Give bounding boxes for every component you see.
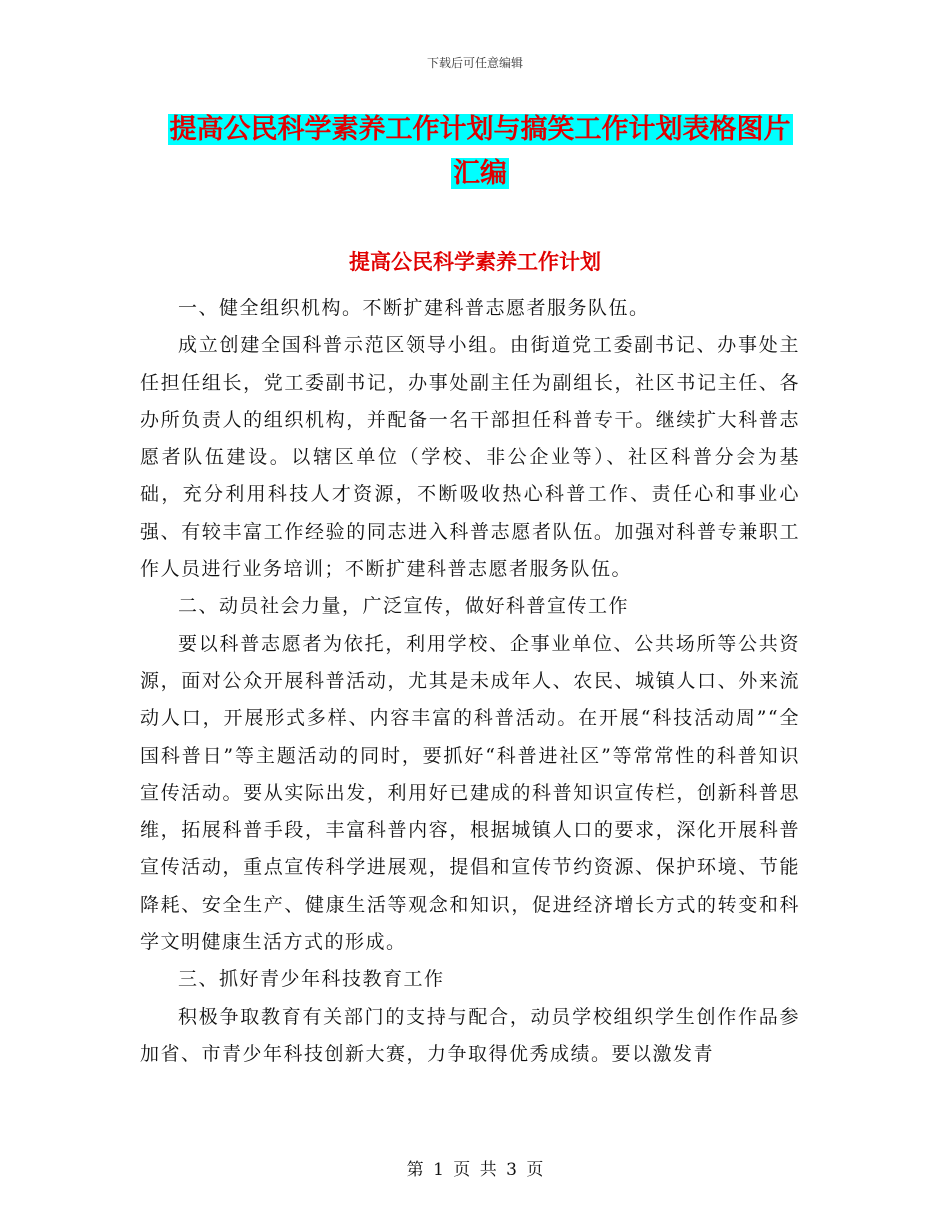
heading-1: 一、健全组织机构。不断扩建科普志愿者服务队伍。 <box>178 297 650 319</box>
heading-2: 二、动员社会力量，广泛宣传，做好科普宣传工作 <box>178 595 630 618</box>
header-note: 下载后可任意编辑 <box>426 56 523 70</box>
paragraph-2: 要以科普志愿者为依托，利用学校、企事业单位、公共场所等公共资源，面对公众开展科普活动，尤其是未成年人、农民、城镇人口、外来流动人口，开展形式多样、内容丰富的科普活动。在开展“科技活动周”“全国科普日”等主题活动的同时，要抓好“科普进社区”等常常性的科普知识宣传活动。要从实际出发，利用好已建成的科普知识宣传栏，创新科普思维，拓展科普手段，丰富科普内容，根据城镇人口的要求，深化开展科普宣传活动，重点宣传科学进展观，提倡和宣传节约资源、保护环境、节能降耗、安全生产、健康生活等观念和知识，促进经济增长方式的转变和科学文明健康生活方式的形成。 <box>140 632 800 954</box>
body-text <box>140 290 800 1073</box>
paragraph-1: 成立创建全国科普示范区领导小组。由街道党工委副书记、办事处主任担任组长，党工委副书记，办事处副主任为副组长，社区书记主任、各办所负责人的组织机构，并配备一名干部担任科普专干。继续扩大科普志愿者队伍建设。以辖区单位（学校、非公企业等）、社区科普分会为基础，充分利用科技人才资源，不断吸收热心科普工作、责任心和事业心强、有较丰富工作经验的同志进入科普志愿者队伍。加强对科普专兼职工作人员进行业务培训；不断扩建科普志愿者服务队伍。 <box>140 334 800 581</box>
heading-3: 三、抓好青少年科技教育工作 <box>178 968 445 991</box>
paragraph-3: 积极争取教育有关部门的支持与配合，动员学校组织学生创作作品参加省、市青少年科技创新大赛，力争取得优秀成绩。要以激发青 <box>140 1005 800 1065</box>
document-title <box>140 108 820 196</box>
document-title-line2: 汇编 <box>453 158 507 189</box>
page-number: 第 1 页 共 3 页 <box>406 1160 544 1180</box>
section-title: 提高公民科学素养工作计划 <box>349 250 601 274</box>
document-title-line1: 提高公民科学素养工作计划与搞笑工作计划表格图片 <box>169 114 791 145</box>
